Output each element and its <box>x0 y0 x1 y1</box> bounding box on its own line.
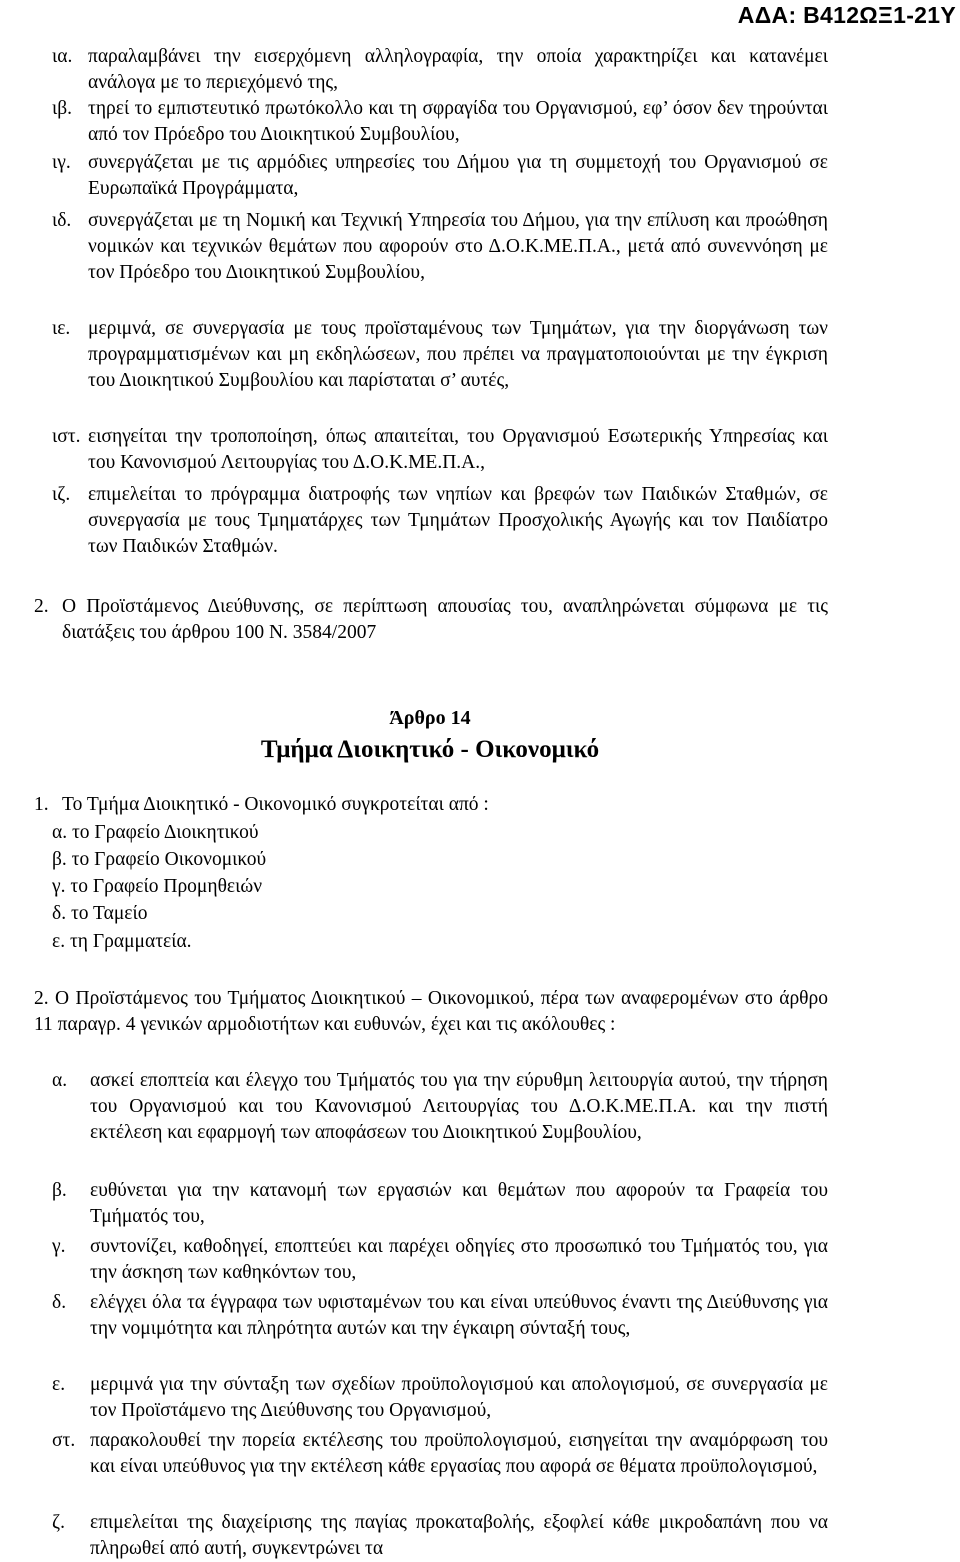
list-item-label: ια. <box>52 46 73 67</box>
ada-code: ΑΔΑ: Β412ΩΞ1-21Υ <box>737 2 956 28</box>
sub-item: δ. το Ταμείο <box>52 903 148 924</box>
paragraph-body: Ο Προϊστάμενος του Τμήματος Διοικητικού – Οικονομικού, πέρα των αναφερομένων στο άρθρο 11 παραγρ. 4 γενικών αρμοδιοτήτων και ευθυνών, έχει και τις ακόλουθες : <box>34 988 828 1035</box>
sub-item: β. το Γραφείο Οικονομικού <box>52 849 267 870</box>
paragraph-text: Ο Προϊστάμενος Διεύθυνσης, σε περίπτωση απουσίας του, αναπληρώνεται σύμφωνα με τις διατάξεις του άρθρου 100 Ν. 3584/2007 <box>62 596 828 643</box>
list-item: επιμελείται της διαχείρισης της παγίας προκαταβολής, εξοφλεί κάθε μικροδαπάνη που να πληρωθεί από αυτή, συγκεντρώνει τα <box>90 1512 828 1559</box>
list-item-label: ιβ. <box>52 98 73 119</box>
list-item-label: ε. <box>52 1374 66 1395</box>
list-item-label: ιδ. <box>52 210 72 231</box>
sub-item: α. το Γραφείο Διοικητικού <box>52 822 259 843</box>
list-item: ευθύνεται για την κατανομή των εργασιών και θεμάτων που αφορούν τα Γραφεία του Τμήματός του, <box>90 1180 828 1227</box>
list-item: συντονίζει, καθοδηγεί, εποπτεύει και παρέχει οδηγίες στο προσωπικό του Τμήματός του, για την άσκηση των καθηκόντων του, <box>90 1236 828 1283</box>
list-item: μεριμνά, σε συνεργασία με τους προϊσταμένους των Τμημάτων, για την διοργάνωση των προγραμματισμένων και μη εκδηλώσεων, που πρέπει να πραγματοποιούνται με την έγκριση του Διοικητικού Συμβουλίου και παρίσταται σ’ αυτές, <box>88 318 828 391</box>
list-item: τηρεί το εμπιστευτικό πρωτόκολλο και τη σφραγίδα του Οργανισμού, εφ’ όσον δεν τηρούνται από τον Πρόεδρο του Διοικητικού Συμβουλίου, <box>88 98 828 145</box>
list-item: συνεργάζεται με τις αρμόδιες υπηρεσίες του Δήμου για τη συμμετοχή του Οργανισμού σε Ευρωπαϊκά Προγράμματα, <box>88 152 828 199</box>
list-item: ελέγχει όλα τα έγγραφα των υφισταμένων του και είναι υπεύθυνος έναντι της Διεύθυνσης για την νομιμότητα και πληρότητα αυτών και την έγκαιρη σύνταξή τους, <box>90 1292 828 1339</box>
list-item-label: ζ. <box>52 1512 65 1533</box>
list-item-label: ιε. <box>52 318 71 339</box>
list-item-label: β. <box>52 1180 67 1201</box>
list-item: επιμελείται το πρόγραμμα διατροφής των νηπίων και βρεφών των Παιδικών Σταθμών, σε συνεργασία με τους Τμηματάρχες των Τμημάτων Προσχολικής Αγωγής και τον Παιδίατρο των Παιδικών Σταθμών. <box>88 484 828 557</box>
list-item: μεριμνά για την σύνταξη των σχεδίων προϋπολογισμού και απολογισμού, σε συνεργασία με τον Προϊστάμενο της Διεύθυνσης του Οργανισμού, <box>90 1374 828 1421</box>
article-title: Τμήμα Διοικητικό - Οικονομικό <box>260 736 600 763</box>
paragraph-text <box>34 986 828 1038</box>
list-item: εισηγείται την τροποποίηση, όπως απαιτείται, του Οργανισμού Εσωτερικής Υπηρεσίας και του Κανονισμού Λειτουργίας του Δ.Ο.Κ.ΜΕ.Π.Α., <box>88 426 828 473</box>
list-item-label: α. <box>52 1070 68 1091</box>
list-item-label: γ. <box>52 1236 66 1257</box>
list-item-label: δ. <box>52 1292 67 1313</box>
paragraph-number: 2. <box>34 988 49 1009</box>
sub-item: γ. το Γραφείο Προμηθειών <box>52 876 263 897</box>
paragraph-number: 1. <box>34 794 49 815</box>
list-item-label: ιστ. <box>52 426 81 447</box>
paragraph-text: Το Τμήμα Διοικητικό - Οικονομικό συγκροτείται από : <box>62 794 489 815</box>
list-item: παραλαμβάνει την εισερχόμενη αλληλογραφία, την οποία χαρακτηρίζει και κατανέμει ανάλογα με το περιεχόμενό της, <box>88 46 828 93</box>
list-item: παρακολουθεί την πορεία εκτέλεσης του προϋπολογισμού, εισηγείται την αναμόρφωση του και είναι υπεύθυνος για την εκτέλεση κάθε εργασίας που αφορά σε θέματα προϋπολογισμού, <box>90 1430 828 1477</box>
paragraph-number: 2. <box>34 596 49 617</box>
article-number: Άρθρο 14 <box>389 707 471 729</box>
sub-item: ε. τη Γραμματεία. <box>52 931 192 952</box>
list-item-label: ιζ. <box>52 484 71 505</box>
list-item: ασκεί εποπτεία και έλεγχο του Τμήματός του για την εύρυθμη λειτουργία αυτού, την τήρηση του Οργανισμού και του Κανονισμού Λειτουργίας του Δ.Ο.Κ.ΜΕ.Π.Α. και την πιστή εκτέλεση και εφαρμογή των αποφάσεων του Διοικητικού Συμβουλίου, <box>90 1070 828 1143</box>
list-item: συνεργάζεται με τη Νομική και Τεχνική Υπηρεσία του Δήμου, για την επίλυση και προώθηση νομικών και τεχνικών θεμάτων που αφορούν στο Δ.Ο.Κ.ΜΕ.Π.Α., μετά από συνεννόηση με τον Πρόεδρο του Διοικητικού Συμβουλίου, <box>88 210 828 283</box>
list-item-label: στ. <box>52 1430 76 1451</box>
list-item-label: ιγ. <box>52 152 71 173</box>
